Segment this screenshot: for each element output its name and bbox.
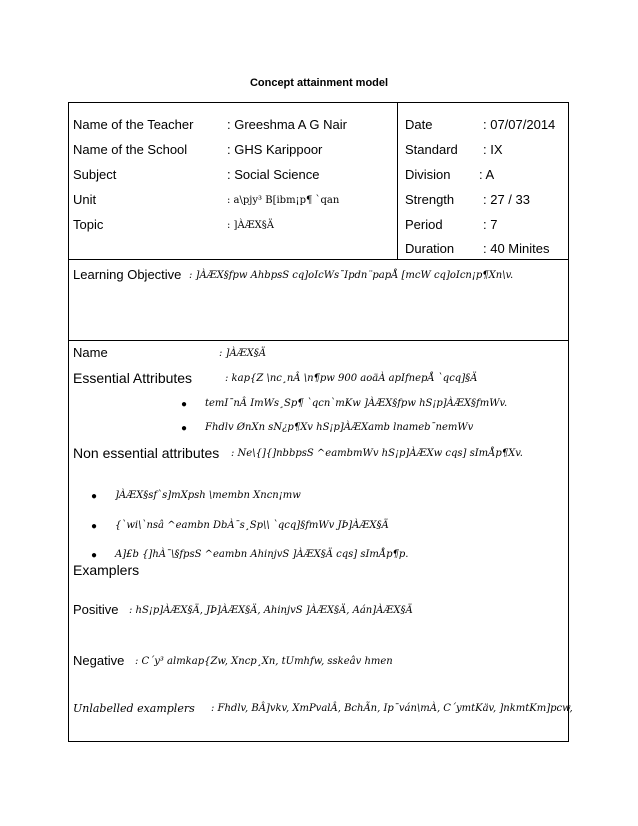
duration-value: : 40 Minites xyxy=(483,241,550,256)
division-value: : A xyxy=(479,167,495,182)
concept-table xyxy=(68,102,573,742)
topic-value: : ]ÀÆX§Ä xyxy=(227,220,275,231)
nonessential-value: : Ne\{]{]nbbpsS ^eambmWv hS¡p]ÀÆXw cqs] sImÅp¶Xv. xyxy=(231,448,523,459)
positive-label: Positive xyxy=(73,602,119,617)
positive-value: : hS¡p]ÀÆX§Ä, JÞ]ÀÆX§Ä, AhinjvS ]ÀÆX§Ä, Aán]ÀÆX§Ä xyxy=(129,605,413,616)
duration-label: Duration xyxy=(405,241,455,256)
unlabelled-label: Unlabelled examplers xyxy=(73,702,195,715)
objective-label: Learning Objective xyxy=(73,267,182,282)
school-label: Name of the School xyxy=(73,142,188,157)
row-divider-objective xyxy=(69,340,568,341)
unlabelled-value: : Fhdlv, BÂ]vkv, XmPvalÂ, BchÃn, Ip¯ván\mÀ, C´ymtKäv, ]nkmtKm]pcw, xyxy=(211,703,573,714)
date-label: Date xyxy=(405,117,433,132)
teacher-value: : Greeshma A G Nair xyxy=(227,117,347,132)
nonessential-bullet-2: {`wi\`nsâ ^eambn DbÀ¯s¸Sp\\ `qcq]§fmWv JÞ]ÀÆX§Ä xyxy=(115,520,389,531)
nonessential-label: Non essential attributes xyxy=(73,445,220,461)
standard-value: : IX xyxy=(483,142,503,157)
subject-value: : Social Science xyxy=(227,167,320,182)
unit-value: : a\pjy³ B[ibm¡p¶ `qan xyxy=(227,195,340,206)
negative-label: Negative xyxy=(73,653,125,668)
school-value: : GHS Karippoor xyxy=(227,142,323,157)
bullet-icon: ● xyxy=(91,550,98,561)
strength-value: : 27 / 33 xyxy=(483,192,530,207)
essential-label: Essential Attributes xyxy=(73,370,193,386)
essential-bullet-1: temI¯nÂ ImWs¸Sp¶ `qcn`mKw ]ÀÆX§fpw hS¡p]ÀÆX§fmWv. xyxy=(205,398,508,409)
teacher-label: Name of the Teacher xyxy=(73,117,194,132)
bullet-icon: ● xyxy=(181,399,188,410)
standard-label: Standard xyxy=(405,142,458,157)
topic-label: Topic xyxy=(73,217,104,232)
name-value: : ]ÀÆX§Ä xyxy=(219,348,267,359)
date-value: : 07/07/2014 xyxy=(483,117,556,132)
strength-label: Strength xyxy=(405,192,455,207)
bullet-icon: ● xyxy=(181,423,188,434)
bullet-icon: ● xyxy=(91,491,98,502)
subject-label: Subject xyxy=(73,167,117,182)
header-divider xyxy=(397,103,398,260)
period-label: Period xyxy=(405,217,443,232)
unit-label: Unit xyxy=(73,192,97,207)
negative-value: : C´y³ almkap{Zw, Xncp¸Xn, tUmhfw, sskeâv hmen xyxy=(135,656,393,667)
objective-text: : ]ÀÆX§fpw AhbpsS cq]oIcWs¯Ipdn¨papÅ [mcW cq]oIcn¡p¶Xn\v. xyxy=(189,270,514,281)
essential-value: : kap{Z \nc¸nÂ \n¶pw 900 aoäÀ apIfnepÅ `qcq]§Ä xyxy=(225,373,478,384)
row-divider-header xyxy=(69,259,568,260)
bullet-icon: ● xyxy=(91,521,98,532)
division-label: Division xyxy=(405,167,451,182)
page-title: Concept attainment model xyxy=(249,77,389,89)
period-value: : 7 xyxy=(483,217,498,232)
nonessential-bullet-3: A]£b {]hÀ¯\§fpsS ^eambn AhinjvS ]ÀÆX§Ä cqs] sImÅp¶p. xyxy=(115,549,409,560)
nonessential-bullet-1: ]ÀÆX§sf`s]mXpsh \membn Xncn¡mw xyxy=(115,490,301,501)
essential-bullet-2: Fhdlv ØnXn sN¿p¶Xv hS¡p]ÀÆXamb lnameb¯nemWv xyxy=(205,422,474,433)
examplers-label: Examplers xyxy=(73,562,140,578)
name-label: Name xyxy=(73,345,108,360)
